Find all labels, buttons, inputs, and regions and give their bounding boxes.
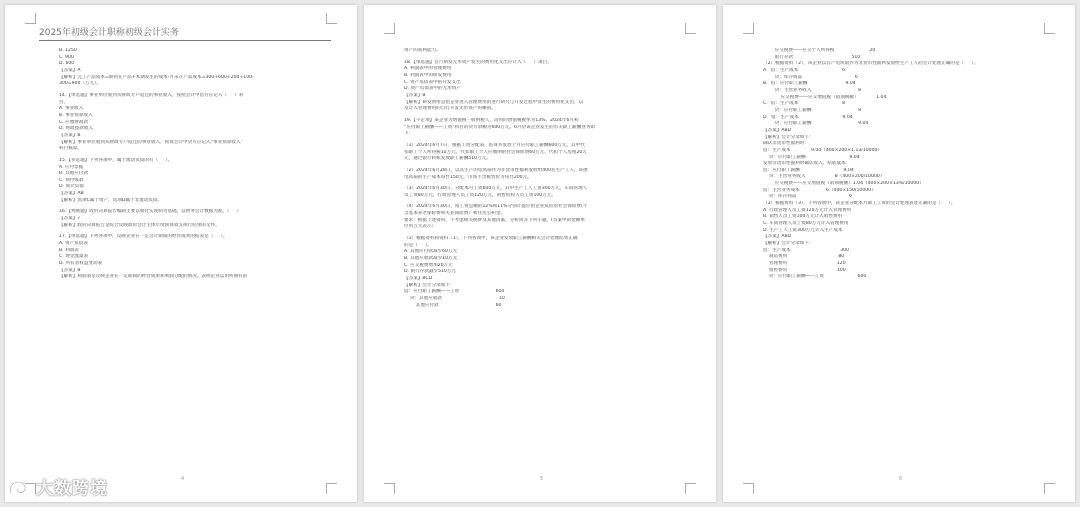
crop-mark [1044, 23, 1055, 34]
text-line: 银行存款 510 [763, 54, 861, 60]
text-line: 【解析】利润表是反映企业在一定期间的经营成果和利润分配的情况。表明企业运用所拥有的 [59, 274, 248, 280]
text-line: 制造费用 80 [763, 254, 845, 260]
text-line: 元，通过银行转账发放职工薪酬510万元。 [404, 156, 491, 162]
crop-mark [685, 23, 696, 34]
text-line: 借：应付职工薪酬——工资 600 [404, 289, 505, 295]
text-line: C. 现金流量表 [59, 254, 89, 260]
text-line: 贷：库存商品 6 [763, 74, 858, 80]
text-line: 贷：库存商品 6 [763, 194, 852, 200]
page-number: 5 [540, 476, 544, 482]
text-line: 【答案】BCD [404, 276, 433, 282]
document-page-3 [723, 5, 1075, 502]
text-line: 【解析】会计分录如下： [763, 134, 814, 140]
text-line: 借：生产成本 300 [763, 247, 849, 253]
text-line: “应付职工薪酬——工资”科目的贷方余额为600万元。6月份该企业发生的有关职工薪酬业务如 [404, 124, 596, 130]
text-line: 应交税费——应交个人所得税 20 [763, 48, 876, 53]
text-line: 【解析】政府决算报告是综合反映政府会计主体年度预算收支执行结果的文件。 [59, 222, 220, 228]
text-line: D. 600 [59, 61, 75, 67]
text-line: B. 销售人员工资100万元计入销售费用 [763, 214, 843, 220]
text-line: 下： [404, 131, 414, 137]
text-line: A. 利润表中的管理费用 [404, 66, 452, 72]
text-line: D. 所有者权益变动表 [59, 261, 103, 267]
text-line: 【答案】AB [59, 191, 84, 197]
page-header: 2025年初级会计职称初级会计实务 [39, 25, 331, 41]
text-line: 【答案】B [59, 132, 81, 138]
text-line: 应交税费——应交增值税（销项税额） 1.04 [763, 94, 887, 100]
text-line: （3）2024年6月30日，分配本月工资600万元，其中生产工人工资300万元，车间管理人 [404, 186, 588, 192]
text-line: 15.【多选题】下列各项中，属于流动负债的有（ ）。 [59, 157, 173, 163]
watermark-logo-icon [8, 479, 32, 497]
page-body [763, 48, 1055, 281]
text-line: 确认非货币性福利时： [763, 141, 809, 147]
text-line: 及计入管理费用的自行开发无形资产的摊销。 [404, 106, 496, 112]
text-line: 管理费用 120 [763, 261, 846, 266]
text-line: 贷：应付职工薪酬 9.04 [763, 121, 869, 127]
text-line: A. 应付票据 [59, 164, 84, 170]
text-line: 19.【不定项】某企业为增值税一般纳税人，适用的增值税税率为13%。2024年6月初 [404, 117, 579, 123]
text-line: C. 应缴财政款 [59, 119, 89, 125]
text-line: D. 预计负债 [59, 184, 84, 190]
text-line: 贷：应付职工薪酬 8 [763, 107, 862, 113]
text-line: 含基本养老保险费和失业保险费）和住房公积金。 [404, 211, 506, 217]
text-line: （3）根据资料（3），下列各项中，该企业分配本月职工工资的会计处理表述正确的是（ ）。 [763, 201, 956, 207]
crop-mark [384, 23, 395, 34]
text-line: 【解析】事业单位收到从财政专户返还的事业收入，预算会计中贷方应记入“事业预算收入” [59, 139, 243, 145]
page-number: 6 [899, 476, 903, 482]
text-line: C．借：生产成本 8 [763, 101, 846, 107]
crop-mark [25, 13, 36, 24]
text-line: 16.【判断题】政府决算报告编制主要以收付实现制为基础，以财务会计数据为准。（ ） [59, 209, 242, 215]
text-line: D. 财政拨款收入 [59, 126, 94, 132]
text-line: 【解析】会计分录如下： [404, 282, 455, 288]
text-line: B. 其他应收款减少10万元 [404, 256, 458, 262]
text-line: A. 事业收入 [59, 106, 84, 112]
text-line: 14.【单选题】事业单位收到从财政专户返还的事业收入，按照会计中借方应记入（ ）科 [59, 92, 244, 98]
text-line: （4）2024年6月30日，按工资总额的12%和11%分别计提应由企业负担的社会保险费(不 [404, 204, 588, 210]
text-line: C. 资产负债表中的开发支出 [404, 79, 461, 85]
text-line: 贷：主营业务收入 8 [763, 87, 862, 93]
text-line: （2）2024年6月28日，以其生产的电风扇作为非货币性福利发放给400名生产工人，该批 [404, 167, 588, 173]
text-line: 位用万元表示） [404, 224, 437, 230]
text-line: D. 银行存款减少510万元 [404, 269, 456, 275]
crop-mark [743, 23, 754, 34]
text-line: A. 资产负债表 [59, 241, 88, 247]
watermark-text: 大数跨境 [36, 479, 108, 499]
text-line: B. 利润表中的研发费用 [404, 72, 452, 78]
text-line: C. 应交税费增加20万元 [404, 262, 453, 268]
document-page-1 [5, 5, 357, 502]
text-line: 贷：主营业务收入 8（400×200/10000） [763, 174, 885, 180]
page-number: 4 [181, 476, 185, 482]
text-line: 【答案】ABD [763, 234, 792, 240]
text-line: 借：应付职工薪酬 9.04 [763, 167, 854, 173]
text-line: 的是（ ）。 [404, 242, 432, 248]
text-line: B. 事业预算收入 [59, 112, 93, 118]
text-line: 发放非货币性福利时确认收入、结转成本： [763, 161, 851, 167]
text-line: 300=900（万元）。 [59, 81, 102, 87]
text-line: A．借：生产成本 6 [763, 67, 846, 73]
text-line: 应交税费——应交增值税（销项税额）1.04（400×200×13%/10000） [763, 181, 924, 187]
text-line: 【答案】ABD [763, 127, 792, 133]
text-line: 【答案】√ [59, 216, 81, 222]
text-line: A. 其他应付款减少60万元 [404, 249, 458, 255]
text-line: 借：主营业务成本 6（400×150/10000） [763, 187, 876, 193]
text-line: 【解析】会计分录如下： [763, 241, 814, 247]
text-line: 电风扇的生产成本每台150元，市场不含税售价为每台200元。 [404, 174, 532, 180]
text-line: （2）根据资料（2），该企业以自产电风扇作为非货币性福利发放给生产工人的会计处理正确的是（ ）。 [763, 61, 979, 67]
text-line: 资产的获利能力。 [404, 48, 441, 53]
text-line: B. 1250 [59, 48, 77, 53]
text-line: 贷：应付职工薪酬 9.04 [763, 154, 860, 160]
text-line: 【解析】研发费用是指企业进入管理费用的进行研究与开发过程中发生的费用化支出，以 [404, 99, 584, 105]
text-line: D．借：生产成本 9.04 [763, 114, 853, 120]
text-line: A. 行政管理人员工资120万元计入管理费用 [763, 207, 852, 213]
text-line: C. 车间管理人员工资80万元计入管理费用 [763, 221, 849, 227]
text-line: 【答案】B [59, 267, 81, 273]
text-line: 扣职工个人所得税10万元，代扣职工个人应缴纳的社会保险费60万元，代扣个人房租20万 [404, 149, 587, 155]
text-line: D. 生产工人工资300万元计入生产成本 [763, 227, 843, 233]
text-line: 【解析】选项C属于资产，选项D属于非流动负债。 [59, 197, 163, 203]
text-line: C. 预付账款 [59, 177, 84, 183]
text-line: 销售费用 100 [763, 267, 846, 273]
text-line: 18.【单选题】自行研发无形资产发生的费用化支出应计入（ ）项目。 [404, 59, 552, 65]
text-line: 要求：根据上述资料，不考虑相关税费及其他因素，分析回答下列小题。(答案中的金额单 [404, 217, 585, 223]
crop-mark [1044, 483, 1055, 494]
crop-mark [326, 483, 337, 494]
text-line: 其他应付款 60 [404, 302, 502, 308]
text-line: B. 其他应付款 [59, 171, 89, 177]
crop-mark [384, 483, 395, 494]
text-line: C. 900 [59, 54, 74, 60]
text-line: （1）2024年6月7日，根据工资分配表，结算并发放上月应付职工薪酬600万元，其中代 [404, 142, 585, 148]
text-line: 17.【单选题】下列各项中，反映企业在一定会计期间的经营成果的报表是（ ）。 [59, 234, 228, 240]
text-line: 目。 [59, 99, 69, 105]
page-body [59, 48, 339, 281]
text-line: 【答案】B [404, 92, 426, 98]
text-line: 借：生产成本 9.04（400×200×1.13/10000） [763, 147, 883, 153]
text-line: 科目核算。 [59, 146, 82, 152]
text-line: 贷：应付职工薪酬——工资 600 [763, 274, 867, 280]
text-line: B. 利润表 [59, 247, 79, 253]
crop-mark [326, 13, 337, 24]
document-page-2 [364, 5, 716, 502]
text-line: D. 资产负债表中的无形资产 [404, 86, 461, 92]
text-line: （1）根据资料和资料（1），下列各项中，该企业发放职工薪酬相关会计处理结果正确 [404, 236, 578, 242]
crop-mark [743, 483, 754, 494]
crop-mark [685, 483, 696, 494]
text-line: 贷：其他应收款 10 [404, 296, 505, 301]
page-body [404, 48, 694, 309]
text-line: 【解析】完工产品成本=期初在产品+本期发生的成本-月末在产品成本=300+600+200+100- [59, 74, 254, 80]
text-line: 员工资80万元，行政管理人员工资120万元，销售机构人员工资100万元。 [404, 192, 557, 198]
text-line: 【答案】A [59, 67, 81, 73]
text-line: B．借：应付职工薪酬 9.04 [763, 81, 856, 87]
